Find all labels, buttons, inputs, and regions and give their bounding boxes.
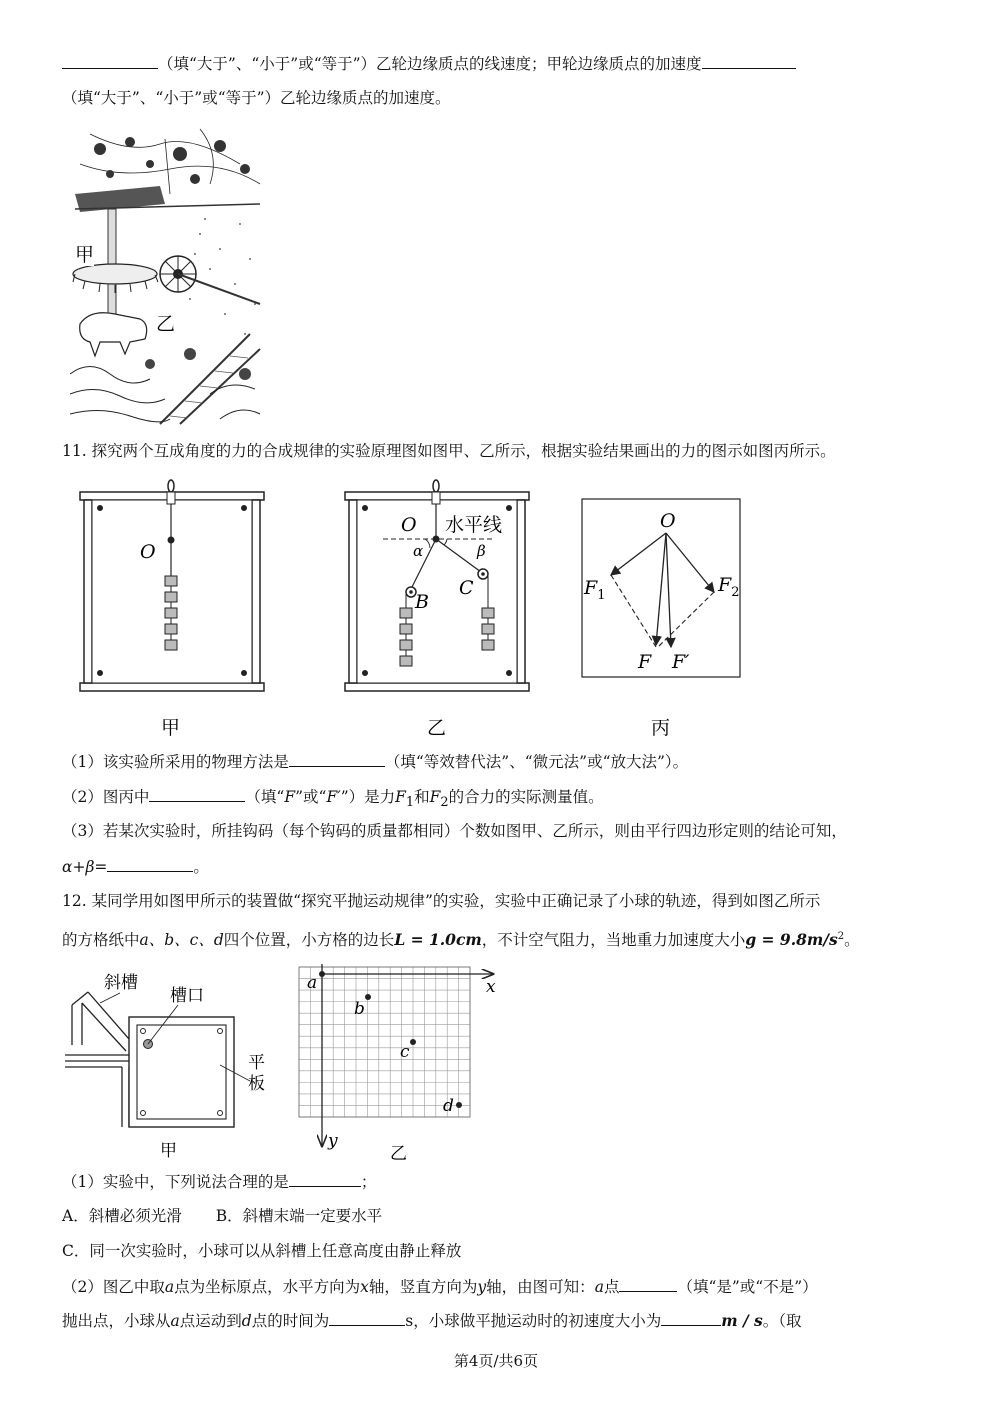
- q11-bing-F1: $F_1$: [584, 577, 606, 603]
- q11-yi-beta: β: [477, 542, 486, 560]
- q12-blank-1[interactable]: [289, 1170, 361, 1187]
- q12-part3: 抛出点，小球从a点运动到d点的时间为 s，小球做平抛运动时的初速度大小为 m / s。（取: [62, 1311, 802, 1330]
- q12-option-B[interactable]: B．斜槽末端一定要水平: [215, 1207, 383, 1225]
- q12-yi-axis-x: x: [486, 977, 496, 997]
- page-footer: 第4页/共6页: [453, 1352, 539, 1370]
- q10-label-jia: 甲: [75, 244, 95, 266]
- q12-jia-label-board-1: 平: [248, 1053, 265, 1073]
- q12-stem-1: 12. 某同学用如图甲所示的装置做“探究平抛运动规律”的实验，实验中正确记录了小球的轨迹，得到如图乙所示: [62, 892, 821, 910]
- q11-yi-caption: 乙: [427, 717, 447, 739]
- q12-part2: （2）图乙中取a点为坐标原点，水平方向为x轴，竖直方向为y轴，由图可知：a点 （填“是”或“不是”）: [62, 1275, 818, 1298]
- q12-figure-jia: [60, 965, 285, 1165]
- q11-bing-caption: 丙: [651, 717, 671, 739]
- q12-option-row-1: [62, 1205, 382, 1227]
- q12-blank-4[interactable]: [661, 1309, 721, 1326]
- q12-jia-label-mouth: 槽口: [170, 986, 204, 1006]
- q11-yi-label-C: C: [459, 577, 474, 599]
- q11-bing-F: F: [638, 651, 652, 673]
- q11-figure-bing: [578, 495, 746, 743]
- q11-bing-Fprime: F′: [672, 651, 690, 673]
- q11-part3-answer: α+β= 。: [62, 855, 209, 878]
- q12-yi-point-d: d: [443, 1096, 454, 1116]
- q11-yi-label-O: O: [401, 514, 417, 536]
- q11-part3: （3）若某次实验时，所挂钩码（每个钩码的质量都相同）个数如图甲、乙所示，则由平行四边形定则的结论可知，: [62, 822, 847, 840]
- q11-blank-2[interactable]: [149, 785, 245, 802]
- q10-blank-2[interactable]: [702, 52, 796, 69]
- q11-blank-1[interactable]: [289, 750, 385, 767]
- q12-jia-caption: 甲: [160, 1141, 177, 1161]
- q12-option-C[interactable]: C．同一次实验时，小球可以从斜槽上任意高度由静止释放: [62, 1242, 462, 1260]
- q12-stem-2: 的方格纸中a、b、c、d四个位置，小方格的边长L = 1.0cm，不计空气阻力，当地重力加速度大小$g = 9.8m/s^2$。: [62, 930, 860, 950]
- q10-waterwheel-figure: [70, 124, 262, 426]
- q12-yi-axis-y: y: [328, 1131, 338, 1151]
- q12-yi-point-c: c: [400, 1042, 410, 1062]
- q12-yi-point-b: b: [354, 999, 365, 1019]
- q10-line1: （填“大于”、“小于”或“等于”）乙轮边缘质点的线速度；甲轮边缘质点的加速度: [62, 52, 796, 75]
- q11-bing-F2: $F_2$: [718, 574, 740, 600]
- q11-yi-label-B: B: [415, 591, 429, 613]
- q11-blank-3[interactable]: [107, 855, 193, 872]
- q12-blank-3[interactable]: [329, 1309, 405, 1326]
- q12-yi-caption: 乙: [390, 1144, 407, 1164]
- q10-blank-1[interactable]: [62, 52, 158, 69]
- q10-label-yi: 乙: [156, 313, 176, 335]
- q11-bing-label-O: O: [660, 510, 676, 532]
- q11-part2: （2）图丙中 （填“F”或“F′”）是力$F_1$和$F_2$的合力的实际测量值。: [62, 785, 604, 814]
- q12-yi-point-a: a: [307, 973, 318, 993]
- q11-jia-label-O: O: [140, 541, 156, 563]
- q12-option-row-2: [62, 1240, 461, 1262]
- q12-jia-label-chute: 斜槽: [104, 973, 138, 993]
- q12-jia-label-board-2: 板: [248, 1074, 265, 1094]
- q11-part1: （1）该实验所采用的物理方法是 （填“等效替代法”、“微元法”或“放大法”）。: [62, 750, 688, 773]
- q11-yi-alpha: α: [413, 542, 424, 560]
- q12-part1: （1）实验中，下列说法合理的是 ；: [62, 1170, 376, 1193]
- q12-option-A[interactable]: A．斜槽必须光滑: [62, 1207, 182, 1225]
- q11-yi-label-hline: 水平线: [445, 514, 503, 536]
- q11-figure-jia: [78, 478, 268, 743]
- q12-figure-yi: [298, 962, 503, 1166]
- q11-figure-yi: [343, 478, 533, 743]
- q12-blank-2[interactable]: [619, 1275, 677, 1292]
- q11-stem: 11. 探究两个互成角度的力的合成规律的实验原理图如图甲、乙所示，根据实验结果画出的力的图示如图丙所示。: [62, 442, 836, 460]
- q11-jia-caption: 甲: [161, 717, 181, 739]
- q10-line2: （填“大于”、“小于”或“等于”）乙轮边缘质点的加速度。: [62, 89, 451, 107]
